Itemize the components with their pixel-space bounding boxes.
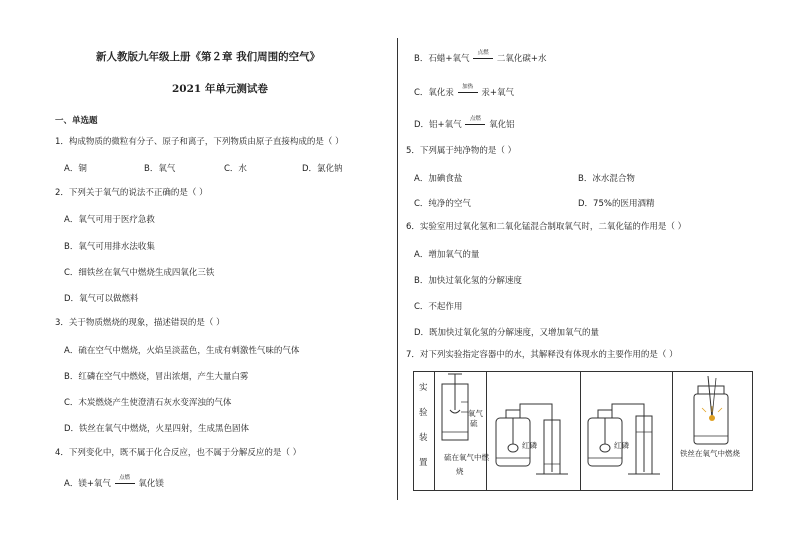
q1-option-d: D．氯化钠 <box>302 164 343 174</box>
apparatus-phosphorus-cell-1 <box>486 372 581 490</box>
apparatus-phosphorus-cell-2 <box>580 372 673 490</box>
q5-option-b: B．冰水混合物 <box>578 174 635 184</box>
apparatus-iron-cell <box>672 372 752 490</box>
caption-sulfur-2: 烧 <box>456 467 464 476</box>
q2-option-c: C．细铁丝在氧气中燃烧生成四氧化三铁 <box>64 268 215 278</box>
q4-c-arrow <box>457 84 479 98</box>
iron-apparatus-drawing <box>672 372 752 452</box>
q2-option-a: A．氧气可用于医疗急救 <box>64 215 155 225</box>
q1-option-b: B．氧气 <box>144 164 176 174</box>
q3-stem: 3．关于物质燃烧的现象，描述错误的是（ ） <box>55 318 225 328</box>
q4-option-d <box>414 118 515 130</box>
table-header-cell <box>414 372 435 490</box>
column-divider <box>397 38 398 500</box>
q4-c-condition: 加热 <box>462 84 474 90</box>
label-sulfur: 硫 <box>470 419 478 428</box>
q4-a-arrow <box>114 475 136 489</box>
q6-option-c: C．不起作用 <box>414 302 463 312</box>
phosphorus-apparatus-drawing-2 <box>580 372 672 486</box>
q4-option-a <box>64 477 164 489</box>
q4-c-reactants: C．氧化汞 <box>414 88 454 98</box>
caption-iron-wire: 铁丝在氧气中燃烧 <box>680 449 740 458</box>
section-heading: 一、单选题 <box>55 116 98 126</box>
q6-stem: 6．实验室用过氧化氢和二氧化锰混合制取氧气时，二氧化锰的作用是（ ） <box>406 222 687 232</box>
q4-b-condition: 点燃 <box>477 50 489 56</box>
q4-option-b <box>414 52 547 64</box>
page-subtitle: 2021 年单元测试卷 <box>172 83 268 95</box>
q4-d-arrow <box>464 116 486 130</box>
q5-stem: 5．下列属于纯净物的是（ ） <box>406 146 517 156</box>
q4-a-condition: 点燃 <box>119 475 131 481</box>
q7-stem: 7．对下列实验指定容器中的水，其解释没有体现水的主要作用的是（ ） <box>406 350 678 360</box>
experiment-table <box>413 371 753 491</box>
q2-option-d: D．氧气可以做燃料 <box>64 294 139 304</box>
q1-stem: 1．构成物质的微粒有分子、原子和离子，下列物质由原子直接构成的是（ ） <box>55 137 344 147</box>
q6-option-a: A．增加氧气的量 <box>414 250 480 260</box>
label-red-phosphorus-1: 红磷 <box>522 441 537 450</box>
q4-d-products: 氧化铝 <box>489 120 515 130</box>
label-oxygen: 氧气 <box>468 409 483 418</box>
q4-stem: 4．下列变化中，既不属于化合反应，也不属于分解反应的是（ ） <box>55 448 302 458</box>
q4-option-c <box>414 86 514 98</box>
q2-option-b: B．氧气可用排水法收集 <box>64 242 155 252</box>
q1-option-c: C．水 <box>224 164 247 174</box>
q4-a-reactants: A．镁+氧气 <box>64 479 111 489</box>
q4-d-reactants: D．铝+氧气 <box>414 120 462 130</box>
q5-option-d: D．75%的医用酒精 <box>578 199 655 209</box>
q4-b-products: 二氧化碳+水 <box>496 54 547 64</box>
q4-b-arrow <box>472 50 494 64</box>
header-char-2: 验 <box>419 408 428 418</box>
q6-option-d: D．既加快过氧化氢的分解速度，又增加氧气的量 <box>414 328 600 338</box>
apparatus-sulfur-cell <box>434 372 487 490</box>
page-title: 新人教版九年级上册《第２章 我们周围的空气》 <box>96 51 321 63</box>
caption-sulfur: 硫在氧气中燃 <box>444 453 489 462</box>
q5-option-c: C．纯净的空气 <box>414 199 471 209</box>
q4-a-products: 氧化镁 <box>138 479 164 489</box>
header-char-4: 置 <box>419 458 428 468</box>
header-char-1: 实 <box>419 383 428 393</box>
q1-option-a: A．铜 <box>64 164 87 174</box>
q4-b-reactants: B．石蜡+氧气 <box>414 54 470 64</box>
q3-option-a: A．硫在空气中燃烧，火焰呈淡蓝色，生成有刺激性气味的气体 <box>64 346 300 356</box>
q5-option-a: A．加碘食盐 <box>414 174 463 184</box>
q6-option-b: B．加快过氧化氢的分解速度 <box>414 276 522 286</box>
phosphorus-apparatus-drawing-1 <box>486 372 580 486</box>
q2-stem: 2．下列关于氧气的说法不正确的是（ ） <box>55 188 208 198</box>
header-char-3: 装 <box>419 433 428 443</box>
q3-option-c: C．木炭燃烧产生使澄清石灰水变浑浊的气体 <box>64 398 232 408</box>
q4-c-products: 汞+氧气 <box>481 88 514 98</box>
q3-option-b: B．红磷在空气中燃烧，冒出浓烟，产生大量白雾 <box>64 372 249 382</box>
q4-d-condition: 点燃 <box>469 116 481 122</box>
q3-option-d: D．铁丝在氧气中燃烧，火星四射，生成黑色固体 <box>64 424 250 434</box>
label-red-phosphorus-2: 红磷 <box>614 441 629 450</box>
